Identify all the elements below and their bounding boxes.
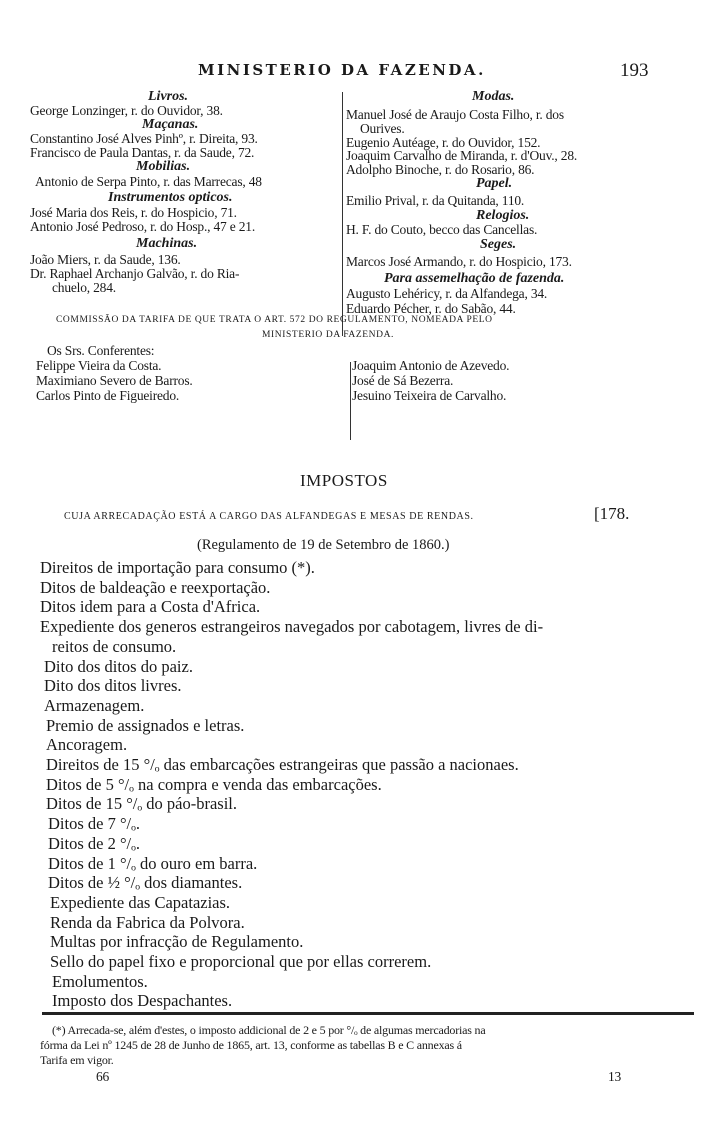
- category-heading: Machinas.: [136, 236, 198, 251]
- column-divider: [342, 92, 343, 336]
- vendor-entry: George Lonzinger, r. do Ouvidor, 38.: [30, 103, 223, 118]
- vendor-entry: João Miers, r. da Saude, 136.: [30, 252, 181, 267]
- tax-item: Ditos de 1 °/ₒ do ouro em barra.: [48, 853, 258, 873]
- vendor-entry: Manuel José de Araujo Costa Filho, r. dos: [346, 107, 564, 122]
- impostos-subtitle: CUJA ARRECADAÇÃO ESTÁ A CARGO DAS ALFANDEGAS E MESAS DE RENDAS.: [64, 511, 474, 522]
- vendor-entry: Francisco de Paula Dantas, r. da Saude, 72.: [30, 145, 255, 160]
- vendor-entry: Antonio José Pedroso, r. do Hosp., 47 e 21.: [30, 219, 256, 234]
- footnote-line: fórma da Lei nº 1245 de 28 de Junho de 1865, art. 13, conforme as tabellas B e C annexas á: [40, 1038, 462, 1052]
- commission-member: Carlos Pinto de Figueiredo.: [36, 388, 180, 403]
- vendor-entry: Adolpho Binoche, r. do Rosario, 86.: [346, 162, 535, 177]
- category-heading: Seges.: [480, 237, 517, 252]
- running-header-title: MINISTERIO DA FAZENDA.: [198, 61, 486, 79]
- tax-item: Multas por infracção de Regulamento.: [50, 932, 304, 952]
- tax-item: Ditos de baldeação e reexportação.: [40, 577, 271, 597]
- vendor-entry: H. F. do Couto, becco das Cancellas.: [346, 222, 538, 237]
- tax-item: Ditos de ½ °/ₒ dos diamantes.: [48, 873, 243, 893]
- tax-item: Emolumentos.: [52, 971, 148, 991]
- tax-item: Direitos de 15 °/ₒ das embarcações estrangeiras que passão a nacionaes.: [46, 755, 519, 774]
- section-number: [178.: [594, 504, 630, 523]
- signature-mark-right: 13: [608, 1069, 622, 1084]
- category-heading: Papel.: [476, 176, 513, 191]
- tax-item: Dito dos ditos do paiz.: [44, 656, 193, 676]
- vendor-entry: Dr. Raphael Archanjo Galvão, r. do Ria-: [30, 266, 240, 281]
- vendor-entry: Eduardo Pécher, r. do Sabão, 44.: [346, 301, 516, 316]
- commission-member: Maximiano Severo de Barros.: [36, 373, 193, 388]
- tax-item: Expediente dos generos estrangeiros navegados por cabotagem, livres de di-: [40, 617, 544, 637]
- tax-item: Renda da Fabrica da Polvora.: [50, 912, 245, 932]
- vendor-entry: Ourives.: [360, 121, 405, 136]
- tax-item: Ditos de 15 °/ₒ do páo-brasil.: [46, 794, 237, 814]
- vendor-entry: Joaquim Carvalho de Miranda, r. d'Ouv., 28.: [346, 148, 578, 163]
- tax-item: Ditos idem para a Costa d'Africa.: [40, 597, 261, 617]
- commission-member: Joaquim Antonio de Azevedo.: [352, 358, 510, 373]
- tax-item: Dito dos ditos livres.: [44, 676, 182, 696]
- regulation-reference: (Regulamento de 19 de Setembro de 1860.): [197, 537, 450, 553]
- category-heading: Livros.: [148, 89, 189, 104]
- category-heading: Para assemelhação de fazenda.: [384, 271, 565, 286]
- tax-item: Ditos de 7 °/ₒ.: [48, 814, 141, 834]
- tax-item: Premio de assignados e letras.: [46, 715, 245, 735]
- vendor-entry: chuelo, 284.: [52, 280, 116, 295]
- category-heading: Modas.: [472, 89, 515, 104]
- footnote-line: Tarifa em vigor.: [40, 1053, 114, 1067]
- commission-divider: [350, 362, 351, 440]
- commission-member: Felippe Vieira da Costa.: [36, 358, 162, 373]
- tax-item: reitos de consumo.: [52, 636, 177, 656]
- page-number: 193: [620, 60, 649, 81]
- category-heading: Instrumentos opticos.: [108, 190, 233, 205]
- tax-item: Ditos de 5 °/ₒ na compra e venda das embarcações.: [46, 774, 382, 794]
- category-heading: Mobilias.: [136, 159, 191, 174]
- category-heading: Maçanas.: [142, 117, 199, 132]
- commission-member: José de Sá Bezerra.: [352, 373, 454, 388]
- vendor-entry: Antonio de Serpa Pinto, r. das Marrecas, 48: [35, 174, 262, 189]
- footnote-line: (*) Arrecada-se, além d'estes, o imposto addicional de 2 e 5 por °/ₒ de algumas mercadorias na: [52, 1023, 486, 1037]
- tax-item: Armazenagem.: [44, 695, 145, 715]
- tax-item: Imposto dos Despachantes.: [52, 991, 233, 1011]
- vendor-entry: Augusto Lehéricy, r. da Alfandega, 34.: [346, 286, 548, 301]
- signature-mark-left: 66: [96, 1069, 110, 1084]
- impostos-title: IMPOSTOS: [300, 471, 388, 490]
- vendor-entry: Constantino José Alves Pinhº, r. Direita, 93.: [30, 131, 258, 146]
- tax-item: Ditos de 2 °/ₒ.: [48, 833, 141, 853]
- commission-member: Jesuino Teixeira de Carvalho.: [352, 388, 507, 403]
- footnote-rule: [42, 1012, 694, 1015]
- vendor-entry: Marcos José Armando, r. do Hospicio, 173.: [346, 254, 572, 269]
- vendor-entry: Emilio Prival, r. da Quitanda, 110.: [346, 193, 525, 208]
- vendor-entry: José Maria dos Reis, r. do Hospicio, 71.: [30, 205, 237, 220]
- tax-item: Direitos de importação para consumo (*).: [40, 558, 315, 577]
- vendor-entry: Eugenio Autéage, r. do Ouvidor, 152.: [346, 135, 541, 150]
- tax-item: Sello do papel fixo e proporcional que por ellas correrem.: [50, 952, 432, 971]
- tax-item: Ancoragem.: [46, 735, 128, 755]
- tax-item: Expediente das Capatazias.: [50, 892, 231, 912]
- commission-intro: Os Srs. Conferentes:: [47, 343, 155, 358]
- category-heading: Relogios.: [476, 208, 530, 223]
- commission-title: COMMISSÃO DA TARIFA DE QUE TRATA O ART. 572 DO REGULAMENTO, NOMEADA PELO: [56, 315, 493, 325]
- commission-title-continued: MINISTERIO DA FAZENDA.: [262, 330, 395, 340]
